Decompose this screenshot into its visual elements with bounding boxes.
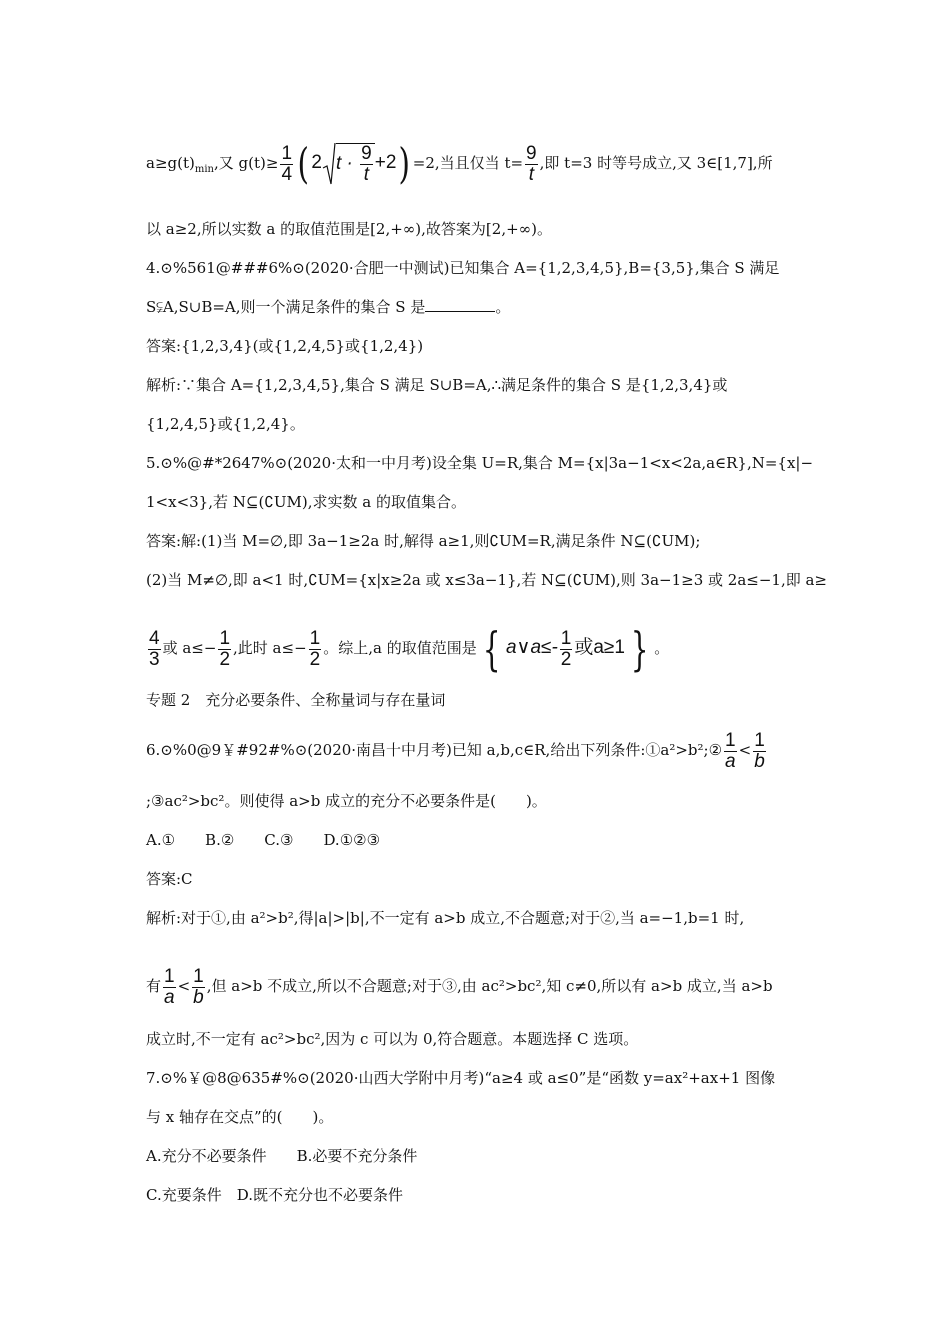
analysis-4-cont: {1,2,4,5}或{1,2,4}。 [146,415,305,433]
fraction-nine-over-t: $\frac{9}{t}$ [361,143,372,186]
less-than: < [738,741,752,759]
text: a≥g(t) [146,154,195,172]
answer-5-range [146,622,670,676]
left-paren: ( [297,139,309,188]
text: S⫋A,S∪B=A,则一个满足条件的集合 S 是 [146,298,426,316]
text: ,即 t=3 时等号成立,又 3∈[1,7],所 [539,154,773,172]
question-6-options: A.① B.② C.③ D.①②③ [146,831,381,849]
question-7-stem: 7.⊙%￥@8@635#%⊙(2020·山西大学附中月考)“a≥4 或 a≤0”是“函数 y=ax²+ax+1 图像 [146,1069,776,1087]
answer-5-part2: (2)当 M≠∅,即 a<1 时,∁UM={x|x≥2a 或 x≤3a−1},若 N⊆(∁UM),则 3a−1≥3 或 2a≤−1,即 a≥ [146,571,827,589]
subscript: min [194,164,214,175]
line-4 [146,297,510,317]
question-7-cont: 与 x 轴存在交点”的( )。 [146,1108,334,1126]
left-brace: { [482,622,501,676]
text: ,又 g(t)≥ [213,154,279,172]
line-1 [146,139,773,190]
fraction-one-over-a: $\frac{1}{a}$ [725,729,736,772]
text: 或 a≤− [162,639,217,657]
plus-two: +2 [374,152,397,173]
text: ,此时 a≤− [233,639,307,657]
question-4-stem: 4.⊙%561@###6%⊙(2020·合肥一中测试)已知集合 A={1,2,3,4,5},B={3,5},集合 S 满足 [146,259,780,277]
answer-blank [425,297,495,312]
line-2: 以 a≥2,所以实数 a 的取值范围是[2,+∞),故答案为[2,+∞)。 [146,220,552,238]
question-7-options-cd: C.充要条件 D.既不充分也不必要条件 [146,1186,403,1204]
less-than: < [177,977,191,995]
answer-6: 答案:C [146,870,193,888]
set-expression-tail: 或a≥1 [574,637,625,658]
coef-two: 2 [311,152,322,173]
text: 6.⊙%0@9￥#92#%⊙(2020·南昌十中月考)已知 a,b,c∈R,给出下列条件:①a²>b²;② [146,741,723,759]
set-expression: a∨a≤- [505,637,558,658]
fraction-one-half-2: $\frac{1}{2}$ [309,627,321,670]
text: 。 [495,298,511,316]
fraction-nine-over-t-2: $\frac{9}{t}$ [526,142,537,185]
question-6-stem [146,728,768,772]
fraction-one-over-b-2: $\frac{1}{b}$ [193,965,204,1008]
text: =2,当且仅当 t= [412,154,524,172]
fraction-four-thirds: $\frac{4}{3}$ [149,627,160,670]
question-5-cont: 1<x<3},若 N⊆(∁UM),求实数 a 的取值集合。 [146,493,466,511]
analysis-4: 解析:∵集合 A={1,2,3,4,5},集合 S 满足 S∪B=A,∴满足条件的集合 S 是{1,2,3,4}或 [146,376,728,394]
sqrt-expression [322,142,375,186]
section-heading: 专题 2 充分必要条件、全称量词与存在量词 [146,691,446,709]
text: 。 [654,639,670,657]
fraction-one-half-3: $\frac{1}{2}$ [560,627,572,670]
question-7-options-ab: A.充分不必要条件 B.必要不充分条件 [146,1147,418,1165]
right-paren: ) [398,139,411,188]
fraction-one-over-b: $\frac{1}{b}$ [754,729,765,772]
analysis-6-cont [146,964,773,1008]
analysis-6: 解析:对于①,由 a²>b²,得|a|>|b|,不一定有 a>b 成立,不合题意;对于②,当 a=−1,b=1 时, [146,909,745,927]
analysis-6-end: 成立时,不一定有 ac²>bc²,因为 c 可以为 0,符合题意。本题选择 C 选项。 [146,1030,639,1048]
text: ,但 a>b 不成立,所以不合题意;对于③,由 ac²>bc²,知 c≠0,所以有 a>b 成立,当 a>b [206,977,773,995]
sqrt-body: t · [335,152,359,174]
fraction-one-over-a-2: $\frac{1}{a}$ [164,965,175,1008]
text: 。综上,a 的取值范围是 [323,639,477,657]
question-5-stem: 5.⊙%@#*2647%⊙(2020·太和一中月考)设全集 U=R,集合 M={x|3a−1<x<2a,a∈R},N={x|− [146,454,814,472]
fraction-one-fourth: $\frac{1}{4}$ [281,142,293,185]
text: 有 [146,977,162,995]
answer-4: 答案:{1,2,3,4}(或{1,2,4,5}或{1,2,4}) [146,337,424,355]
right-brace: } [630,622,649,676]
fraction-one-half: $\frac{1}{2}$ [219,627,231,670]
radical-sign-icon [322,142,336,186]
answer-5: 答案:解:(1)当 M=∅,即 3a−1≥2a 时,解得 a≥1,则∁UM=R,满足条件 N⊆(∁UM); [146,532,701,550]
question-6-cont: ;③ac²>bc²。则使得 a>b 成立的充分不必要条件是( )。 [146,792,547,810]
